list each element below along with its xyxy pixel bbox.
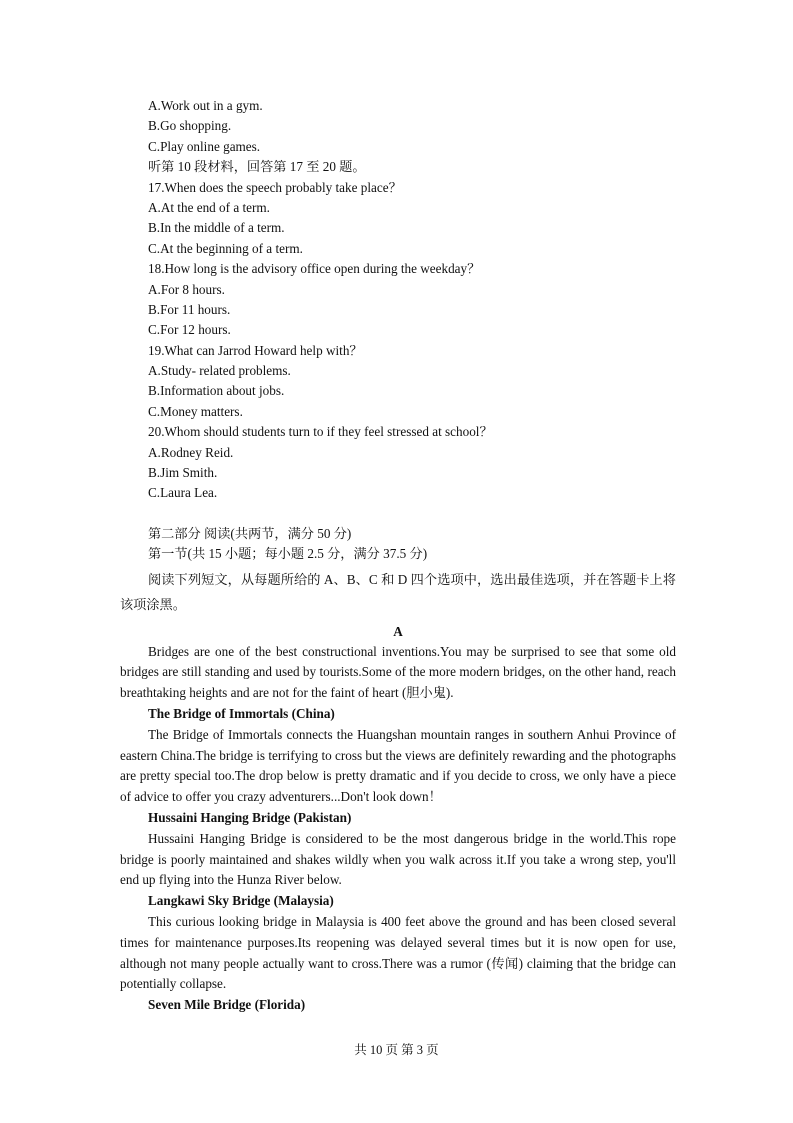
question-18-stem: 18.How long is the advisory office open during the weekday？ (148, 261, 481, 277)
page-footer: 共 10 页 第 3 页 (354, 1043, 439, 1057)
bridge-title-seven-mile: Seven Mile Bridge (Florida) (148, 997, 306, 1013)
bridge-text-immortals: The Bridge of Immortals connects the Huangshan mountain ranges in southern Anhui Province of eastern China.The bridge is terrifying to cross but the views are definitely rewarding and the photographs are pretty special too.The drop below is pretty dramatic and if you decide to cross, we only have a piece of advice to offer you crazy adventurers...Don't look down！ (120, 726, 676, 805)
reading-section-title: 第一节(共 15 小题；每小题 2.5 分，满分 37.5 分) (148, 546, 428, 562)
question-20 (120, 422, 676, 504)
question-20-option-a: A.Rodney Reid. (148, 444, 234, 460)
question-17-option-c: C.At the beginning of a term. (148, 240, 303, 256)
bridge-text-langkawi: This curious looking bridge in Malaysia is 400 feet above the ground and has been closed several times for maintenance purposes.Its reopening was delayed several times but it is now open for use, although not many people actually want to cross.There was a rumor (传闻) claiming that the bridge can potentially collapse. (120, 913, 676, 992)
question-17-option-a: A.At the end of a term. (148, 199, 270, 215)
section-gap (120, 504, 676, 522)
passage-intro: Bridges are one of the best constructional inventions.You may be surprised to see that some old bridges are still standing and used by tourists.Some of the more modern bridges, on the other hand, reach breathtaking heights and are not for the faint of heart (胆小鬼). (120, 643, 676, 701)
question-19-stem: 19.What can Jarrod Howard help with？ (148, 342, 363, 358)
question-17 (120, 178, 676, 260)
question-20-option-c: C.Laura Lea. (148, 485, 218, 501)
q16-option-c: C.Play online games. (148, 138, 261, 154)
material-10-heading: 听第 10 段材料，回答第 17 至 20 题。 (148, 159, 366, 175)
bridge-text-hussaini: Hussaini Hanging Bridge is considered to be the most dangerous bridge in the world.This rope bridge is poorly maintained and shakes wildly when you walk across it.If you take a wrong step, you'll end up flying into the Hunza River below. (120, 830, 676, 888)
question-18-option-b: B.For 11 hours. (148, 301, 231, 317)
q16-option-b: B.Go shopping. (148, 118, 232, 134)
question-19-option-a: A.Study- related problems. (148, 363, 291, 379)
question-18 (120, 259, 676, 341)
question-19-option-c: C.Money matters. (148, 403, 243, 419)
question-18-option-c: C.For 12 hours. (148, 322, 231, 338)
q16-option-a: A.Work out in a gym. (148, 98, 263, 113)
reading-part-title: 第二部分 阅读(共两节，满分 50 分) (148, 525, 352, 541)
bridge-title-langkawi: Langkawi Sky Bridge (Malaysia) (148, 893, 334, 909)
question-19 (120, 341, 676, 423)
question-18-option-a: A.For 8 hours. (148, 281, 225, 297)
bridge-title-immortals: The Bridge of Immortals (China) (148, 705, 335, 721)
q16-options (120, 96, 676, 157)
question-20-option-b: B.Jim Smith. (148, 465, 218, 481)
question-17-option-b: B.In the middle of a term. (148, 220, 285, 236)
bridge-title-hussaini: Hussaini Hanging Bridge (Pakistan) (148, 809, 352, 825)
reading-instructions: 阅读下列短文，从每题所给的 A、B、C 和 D 四个选项中，选出最佳选项，并在答题卡上将该项涂黑。 (120, 571, 676, 612)
question-19-option-b: B.Information about jobs. (148, 383, 285, 399)
question-20-stem: 20.Whom should students turn to if they feel stressed at school？ (148, 424, 493, 440)
page-content (120, 96, 676, 1016)
question-17-stem: 17.When does the speech probably take place？ (148, 179, 402, 195)
passage-letter: A (393, 623, 403, 639)
